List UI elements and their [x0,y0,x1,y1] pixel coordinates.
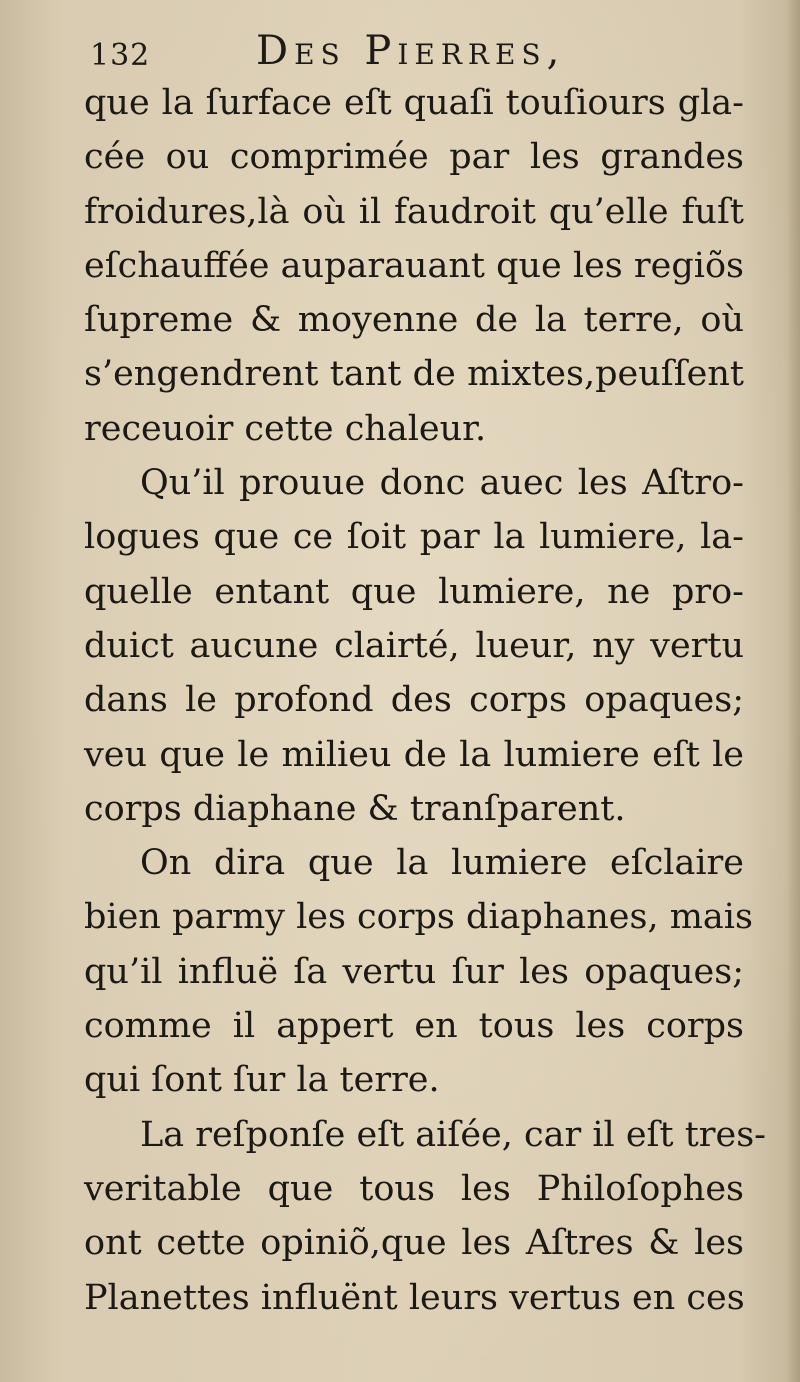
text-line: qu’il influë ſa vertu ſur les opaques; [84,951,744,992]
paragraph-start-line: Qu’il prouue donc auec les Aſtro- [140,463,744,504]
page-number: 132 [90,38,151,73]
paragraph-end-line: qui ſont ſur la terre. [84,1060,440,1101]
text-line: froidures,là où il faudroit qu’elle fuſt [84,191,744,232]
text-line: logues que ce ſoit par la lumiere, la- [84,517,744,558]
text-line: ſupreme & moyenne de la terre, où [84,300,744,341]
text-line: comme il appert en tous les corps [84,1006,744,1047]
text-line: duict aucune clairté, lueur, ny vertu [84,625,744,666]
text-line: veritable que tous les Philoſophes [84,1168,744,1209]
text-line: Planettes influënt leurs vertus en ces [84,1277,745,1318]
text-line: eſchauffée auparauant que les regiõs [84,245,744,286]
text-line: cée ou comprimée par les grandes [84,137,744,178]
body-text [84,76,766,1325]
paragraph-end-line: corps diaphane & tranſparent. [84,788,626,829]
page-edge-shadow [786,0,800,1382]
text-line: ont cette opiniõ,que les Aſtres & les [84,1223,744,1264]
text-line: veu que le milieu de la lumiere eſt le [84,734,744,775]
text-line: que la ſurface eſt quaſi touſiours gla- [84,83,744,123]
paragraph-start-line: La reſponſe eſt aiſée, car il eſt tres- [140,1114,766,1155]
text-line: bien parmy les corps diaphanes, mais [84,897,753,938]
text-line: quelle entant que lumiere, ne pro- [84,571,744,612]
paragraph-end-line: receuoir cette chaleur. [84,408,487,449]
paragraph-start-line: On dira que la lumiere eſclaire [140,843,744,884]
running-header [88,22,748,82]
text-line: s’engendrent tant de mixtes,peuſſent [84,354,744,395]
text-line: dans le profond des corps opaques; [84,680,744,721]
running-title: Des Pierres, [256,28,566,74]
